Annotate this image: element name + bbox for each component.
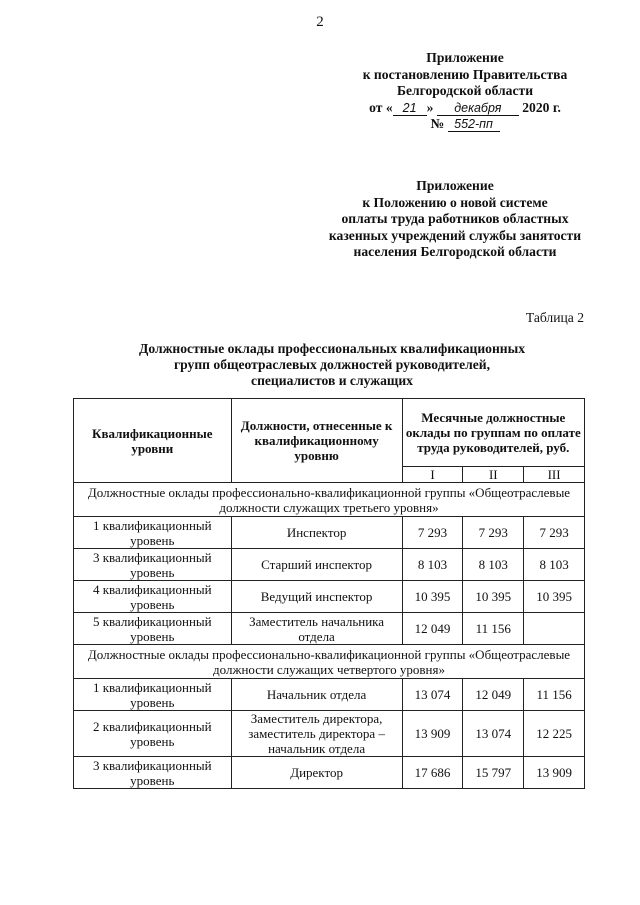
header-levels: Квалификационные уровни: [74, 399, 232, 483]
regulation-line: к Положению о новой системе: [362, 194, 548, 210]
level-cell: 2 квалификационный уровень: [74, 711, 232, 757]
table-row: [74, 757, 585, 789]
level-cell: 1 квалификационный уровень: [74, 517, 232, 549]
table-title-line: специалистов и служащих: [251, 373, 413, 388]
resolution-date-line: [330, 100, 600, 117]
salary-cell: 11 156: [463, 613, 524, 645]
salary-cell: 13 909: [524, 757, 585, 789]
position-cell: Ведущий инспектор: [231, 581, 402, 613]
salary-cell: 7 293: [524, 517, 585, 549]
table-row: [74, 581, 585, 613]
level-cell: 5 квалификационный уровень: [74, 613, 232, 645]
salary-cell: 7 293: [463, 517, 524, 549]
resolution-number-line: [330, 116, 600, 133]
table-row: [74, 549, 585, 581]
date-year: 2020 г.: [522, 99, 561, 115]
table-row: [74, 517, 585, 549]
header-salaries: Месячные должностные оклады по группам по оплате труда руководителей, руб.: [402, 399, 584, 467]
page-number: 2: [316, 14, 324, 30]
section-title: Должностные оклады профессионально-квалификационной группы «Общеотраслевые должности служащих четвертого уровня»: [74, 645, 585, 679]
level-cell: 3 квалификационный уровень: [74, 757, 232, 789]
regulation-line: казенных учреждений службы занятости: [328, 227, 582, 243]
number-prefix: №: [430, 116, 445, 131]
salary-cell: 10 395: [463, 581, 524, 613]
resolution-number: 552-пп: [448, 117, 500, 132]
salary-cell: [524, 613, 585, 645]
salary-cell: 8 103: [524, 549, 585, 581]
table-row: [74, 711, 585, 757]
position-cell: Старший инспектор: [231, 549, 402, 581]
level-cell: 3 квалификационный уровень: [74, 549, 232, 581]
date-day: 21: [393, 101, 427, 116]
salary-cell: 11 156: [524, 679, 585, 711]
position-cell: Заместитель начальника отдела: [231, 613, 402, 645]
salary-cell: 10 395: [402, 581, 463, 613]
salary-cell: 12 225: [524, 711, 585, 757]
date-month: декабря: [437, 101, 519, 116]
position-cell: Заместитель директора, заместитель директора – начальник отдела: [231, 711, 402, 757]
salary-cell: 8 103: [463, 549, 524, 581]
table-row: [74, 613, 585, 645]
salary-cell: 7 293: [402, 517, 463, 549]
date-mid: »: [426, 99, 434, 115]
appendix-resolution-header: [330, 50, 600, 133]
salary-cell: 12 049: [402, 613, 463, 645]
salary-cell: 17 686: [402, 757, 463, 789]
position-cell: Директор: [231, 757, 402, 789]
table-title-line: Должностные оклады профессиональных квалификационных: [138, 341, 526, 356]
regulation-line: оплаты труда работников областных: [341, 211, 569, 226]
salary-cell: 13 909: [402, 711, 463, 757]
section-title: Должностные оклады профессионально-квалификационной группы «Общеотраслевые должности служащих третьего уровня»: [74, 483, 585, 517]
salary-cell: 13 074: [402, 679, 463, 711]
appendix-regulation-header: [305, 178, 605, 261]
resolution-prefix: к постановлению: [362, 66, 470, 82]
table-title: [132, 341, 532, 389]
table-label: Таблица 2: [525, 310, 584, 325]
table-row: [74, 679, 585, 711]
regulation-line: Приложение: [416, 178, 494, 193]
salary-cell: 15 797: [463, 757, 524, 789]
header-group-3: III: [524, 467, 585, 483]
header-positions: Должности, отнесенные к квалификационному уровню: [231, 399, 402, 483]
position-cell: Начальник отдела: [231, 679, 402, 711]
regulation-line: населения Белгородской области: [353, 244, 557, 259]
resolution-suffix: Правительства: [472, 66, 568, 82]
appendix-resolution-line: [330, 67, 600, 84]
salary-cell: 12 049: [463, 679, 524, 711]
level-cell: 4 квалификационный уровень: [74, 581, 232, 613]
salary-cell: 10 395: [524, 581, 585, 613]
salary-cell: 8 103: [402, 549, 463, 581]
table-title-line: групп общеотраслевых должностей руководителей,: [173, 357, 490, 372]
salary-cell: 13 074: [463, 711, 524, 757]
date-prefix: от «: [369, 99, 393, 115]
level-cell: 1 квалификационный уровень: [74, 679, 232, 711]
header-group-2: II: [463, 467, 524, 483]
position-cell: Инспектор: [231, 517, 402, 549]
appendix-region-line: Белгородской области: [396, 83, 534, 98]
appendix-title: Приложение: [426, 50, 504, 65]
header-group-1: I: [402, 467, 463, 483]
salary-table: [73, 398, 585, 789]
